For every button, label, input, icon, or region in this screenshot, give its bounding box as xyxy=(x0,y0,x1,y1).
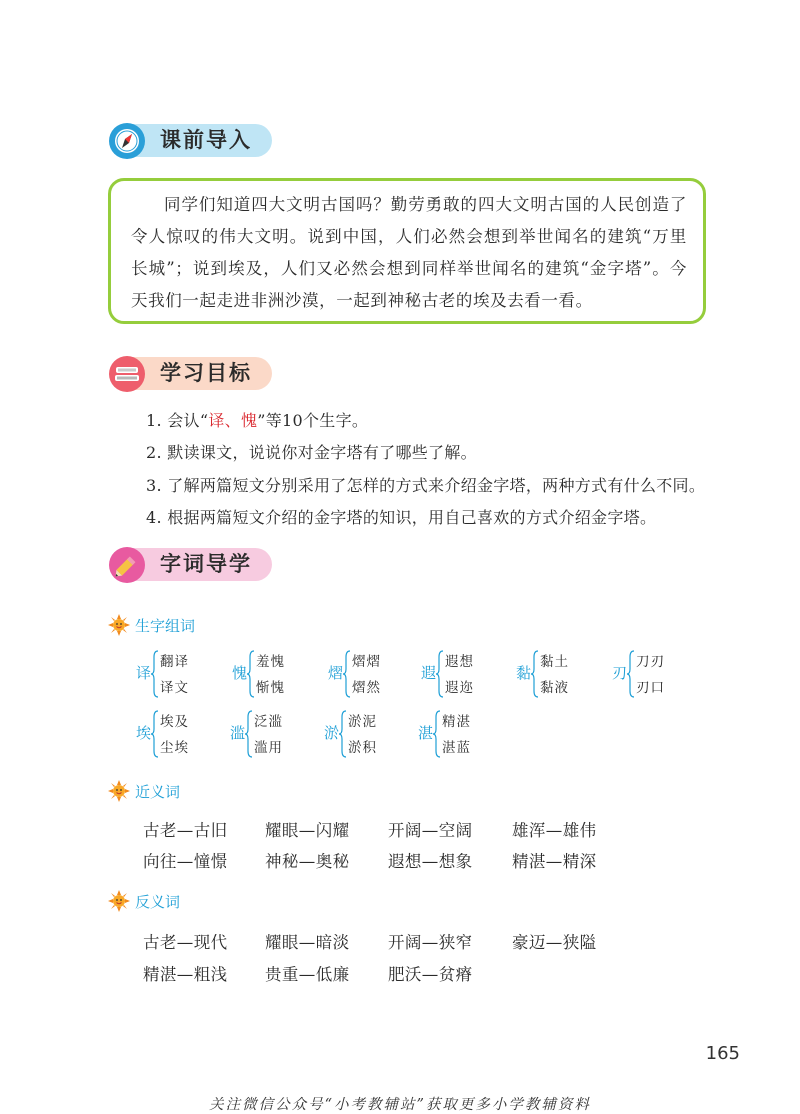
books-icon xyxy=(108,355,146,393)
group-char: 遐 xyxy=(421,664,437,682)
group-word: 淤积 xyxy=(348,740,377,756)
group-word: 翻译 xyxy=(160,654,189,670)
brace-icon xyxy=(151,709,159,759)
group-word: 遐想 xyxy=(445,654,474,670)
group-word: 泛滥 xyxy=(254,714,283,730)
group-word: 黏液 xyxy=(540,680,569,696)
goal-item-3: 3. 了解两篇短文分别采用了怎样的方式来介绍金字塔，两种方式有什么不同。 xyxy=(146,476,706,495)
section-title-vocab: 字词导学 xyxy=(126,548,272,581)
intro-paragraph: 同学们知道四大文明古国吗？勤劳勇敢的四大文明古国的人民创造了令人惊叹的伟大文明。说到中国，人们必然会想到举世闻名的建筑“万里长城”；说到埃及，人们又必然会想到同样举世闻名的建筑“金字塔”。今天我们一起走进非洲沙漠，一起到神秘古老的埃及去看一看。 xyxy=(131,195,687,310)
group-word: 湛蓝 xyxy=(442,740,471,756)
synonym-pair: 雄浑—雄伟 xyxy=(512,821,597,840)
brace-icon xyxy=(433,709,441,759)
synonym-pair: 向往—憧憬 xyxy=(143,852,228,871)
group-char: 译 xyxy=(136,664,152,682)
group-word: 精湛 xyxy=(442,714,471,730)
antonym-pair: 精湛—粗浅 xyxy=(143,965,228,984)
sun-icon xyxy=(108,780,130,802)
goal-item-4: 4. 根据两篇短文介绍的金字塔的知识，用自己喜欢的方式介绍金字塔。 xyxy=(146,508,657,527)
group-word: 尘埃 xyxy=(160,740,189,756)
section-title-goals: 学习目标 xyxy=(126,357,272,390)
page-number: 165 xyxy=(705,1043,740,1064)
synonym-pair: 遐想—想象 xyxy=(388,852,473,871)
goal-item-1-suffix: ”等10个生字。 xyxy=(257,411,369,430)
goal-item-2: 2. 默读课文，说说你对金字塔有了哪些了解。 xyxy=(146,443,477,462)
brace-icon xyxy=(531,649,539,699)
sun-icon xyxy=(108,890,130,912)
group-char: 熠 xyxy=(328,664,344,682)
brace-icon xyxy=(343,649,351,699)
group-char: 埃 xyxy=(136,724,152,742)
brace-icon xyxy=(436,649,444,699)
group-word: 刃口 xyxy=(636,680,665,696)
goal-item-1-prefix: 1. 会认“ xyxy=(146,411,209,430)
antonym-pair: 开阔—狭窄 xyxy=(388,933,473,952)
group-char: 淤 xyxy=(324,724,340,742)
group-word: 刀刃 xyxy=(636,654,665,670)
synonym-pair: 精湛—精深 xyxy=(512,852,597,871)
antonym-pair: 耀眼—暗淡 xyxy=(265,933,350,952)
antonym-pair: 豪迈—狭隘 xyxy=(512,933,597,952)
goal-item-1-highlight: 译、愧 xyxy=(208,411,258,430)
footer-note: 关注微信公众号“小考教辅站”获取更多小学教辅资料 xyxy=(209,1097,591,1113)
pencil-icon xyxy=(108,546,146,584)
intro-box xyxy=(108,178,706,324)
group-char: 滥 xyxy=(230,724,246,742)
compass-icon xyxy=(108,122,146,160)
group-word: 羞愧 xyxy=(256,654,285,670)
antonyms-label-text: 反义词 xyxy=(135,893,181,911)
synonym-pair: 开阔—空阔 xyxy=(388,821,473,840)
antonym-pair: 古老—现代 xyxy=(143,933,228,952)
synonym-pair: 古老—古旧 xyxy=(143,821,228,840)
synonym-pair: 神秘—奥秘 xyxy=(265,852,350,871)
sun-icon xyxy=(108,614,130,636)
group-word: 黏土 xyxy=(540,654,569,670)
goal-item-1 xyxy=(146,408,368,431)
group-word: 惭愧 xyxy=(256,680,285,696)
brace-icon xyxy=(247,649,255,699)
synonym-pair: 耀眼—闪耀 xyxy=(265,821,350,840)
brace-icon xyxy=(151,649,159,699)
antonym-pair: 贵重—低廉 xyxy=(265,965,350,984)
antonym-pair: 肥沃—贫瘠 xyxy=(388,965,473,984)
group-char: 黏 xyxy=(516,664,532,682)
group-word: 埃及 xyxy=(160,714,189,730)
group-word: 滥用 xyxy=(254,740,283,756)
group-char: 愧 xyxy=(232,664,248,682)
new-chars-label-text: 生字组词 xyxy=(135,617,196,635)
group-word: 遐迩 xyxy=(445,680,474,696)
group-char: 刃 xyxy=(612,664,628,682)
group-word: 熠熠 xyxy=(352,654,381,670)
group-word: 淤泥 xyxy=(348,714,377,730)
brace-icon xyxy=(627,649,635,699)
group-word: 译文 xyxy=(160,680,189,696)
section-title-intro: 课前导入 xyxy=(126,124,272,157)
brace-icon xyxy=(339,709,347,759)
brace-icon xyxy=(245,709,253,759)
group-char: 湛 xyxy=(418,724,434,742)
synonyms-label-text: 近义词 xyxy=(135,783,181,801)
group-word: 熠然 xyxy=(352,680,381,696)
